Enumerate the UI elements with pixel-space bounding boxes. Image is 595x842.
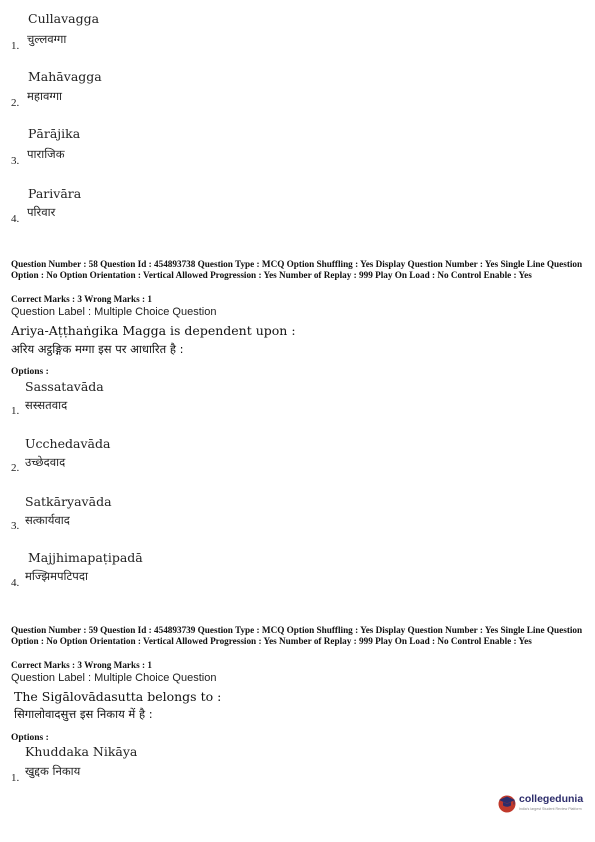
- options-title: Options :: [11, 367, 49, 377]
- question-text-hi: सिगालोवादसुत्त इस निकाय में है :: [14, 707, 153, 721]
- option-text-en: Cullavagga: [28, 11, 100, 26]
- collegedunia-logo: [497, 791, 583, 817]
- option-text-hi: पाराजिक: [27, 147, 65, 161]
- option-number: 4.: [11, 213, 20, 225]
- option-text-hi: चुल्लवग्गा: [27, 32, 67, 46]
- option-number: 3.: [11, 520, 20, 532]
- option-text-hi: परिवार: [27, 205, 56, 219]
- option-number: 2.: [11, 97, 20, 109]
- option-text-en: Ucchedavāda: [25, 436, 111, 451]
- option-text-hi: मज्झिमपटिपदा: [25, 569, 88, 583]
- option-text-hi: सस्सतवाद: [25, 398, 68, 412]
- question-text-en: The Sigālovādasutta belongs to :: [14, 689, 222, 704]
- option-text-en: Majjhimapaṭipadā: [28, 550, 143, 565]
- option-text-en: Pārājika: [28, 126, 81, 141]
- option-text-hi: उच्छेदवाद: [25, 455, 66, 469]
- option-text-en: Sassatavāda: [25, 379, 104, 394]
- option-text-hi: खुद्दक निकाय: [25, 764, 81, 778]
- logo-text: collegedunia: [519, 793, 584, 805]
- question-label: Question Label : Multiple Choice Question: [11, 672, 217, 684]
- question-marks: Correct Marks : 3 Wrong Marks : 1: [11, 294, 152, 304]
- graduation-cap-icon: [497, 793, 517, 813]
- question-marks: Correct Marks : 3 Wrong Marks : 1: [11, 660, 152, 670]
- option-text-en: Khuddaka Nikāya: [25, 744, 138, 759]
- question-text-en: Ariya-Aṭṭhaṅgika Magga is dependent upon :: [11, 323, 296, 338]
- option-text-hi: महावग्गा: [27, 89, 63, 103]
- option-number: 1.: [11, 772, 20, 784]
- options-title: Options :: [11, 733, 49, 743]
- question-meta: Question Number : 58 Question Id : 454893738 Question Type : MCQ Option Shuffling : Yes Display Question Number : Yes Single Line Question Option : No Option Orientation : Vertical Allowed Progression : Yes Number of Replay : 999 Play On Load : No Control Enable : Yes: [11, 259, 583, 280]
- option-number: 1.: [11, 405, 20, 417]
- option-text-en: Satkāryavāda: [25, 494, 112, 509]
- option-text-hi: सत्कार्यवाद: [25, 513, 70, 527]
- question-label: Question Label : Multiple Choice Question: [11, 306, 217, 318]
- option-number: 4.: [11, 577, 20, 589]
- option-text-en: Mahāvagga: [28, 69, 102, 84]
- option-number: 1.: [11, 40, 20, 52]
- option-number: 3.: [11, 155, 20, 167]
- logo-tagline: India's largest Student Review Platform: [519, 807, 582, 811]
- question-text-hi: अरिय अट्ठङ्गिक मग्गा इस पर आधारित है :: [11, 342, 184, 356]
- question-meta: Question Number : 59 Question Id : 454893739 Question Type : MCQ Option Shuffling : Yes Display Question Number : Yes Single Line Question Option : No Option Orientation : Vertical Allowed Progression : Yes Number of Replay : 999 Play On Load : No Control Enable : Yes: [11, 625, 583, 646]
- option-text-en: Parivāra: [28, 186, 82, 201]
- option-number: 2.: [11, 462, 20, 474]
